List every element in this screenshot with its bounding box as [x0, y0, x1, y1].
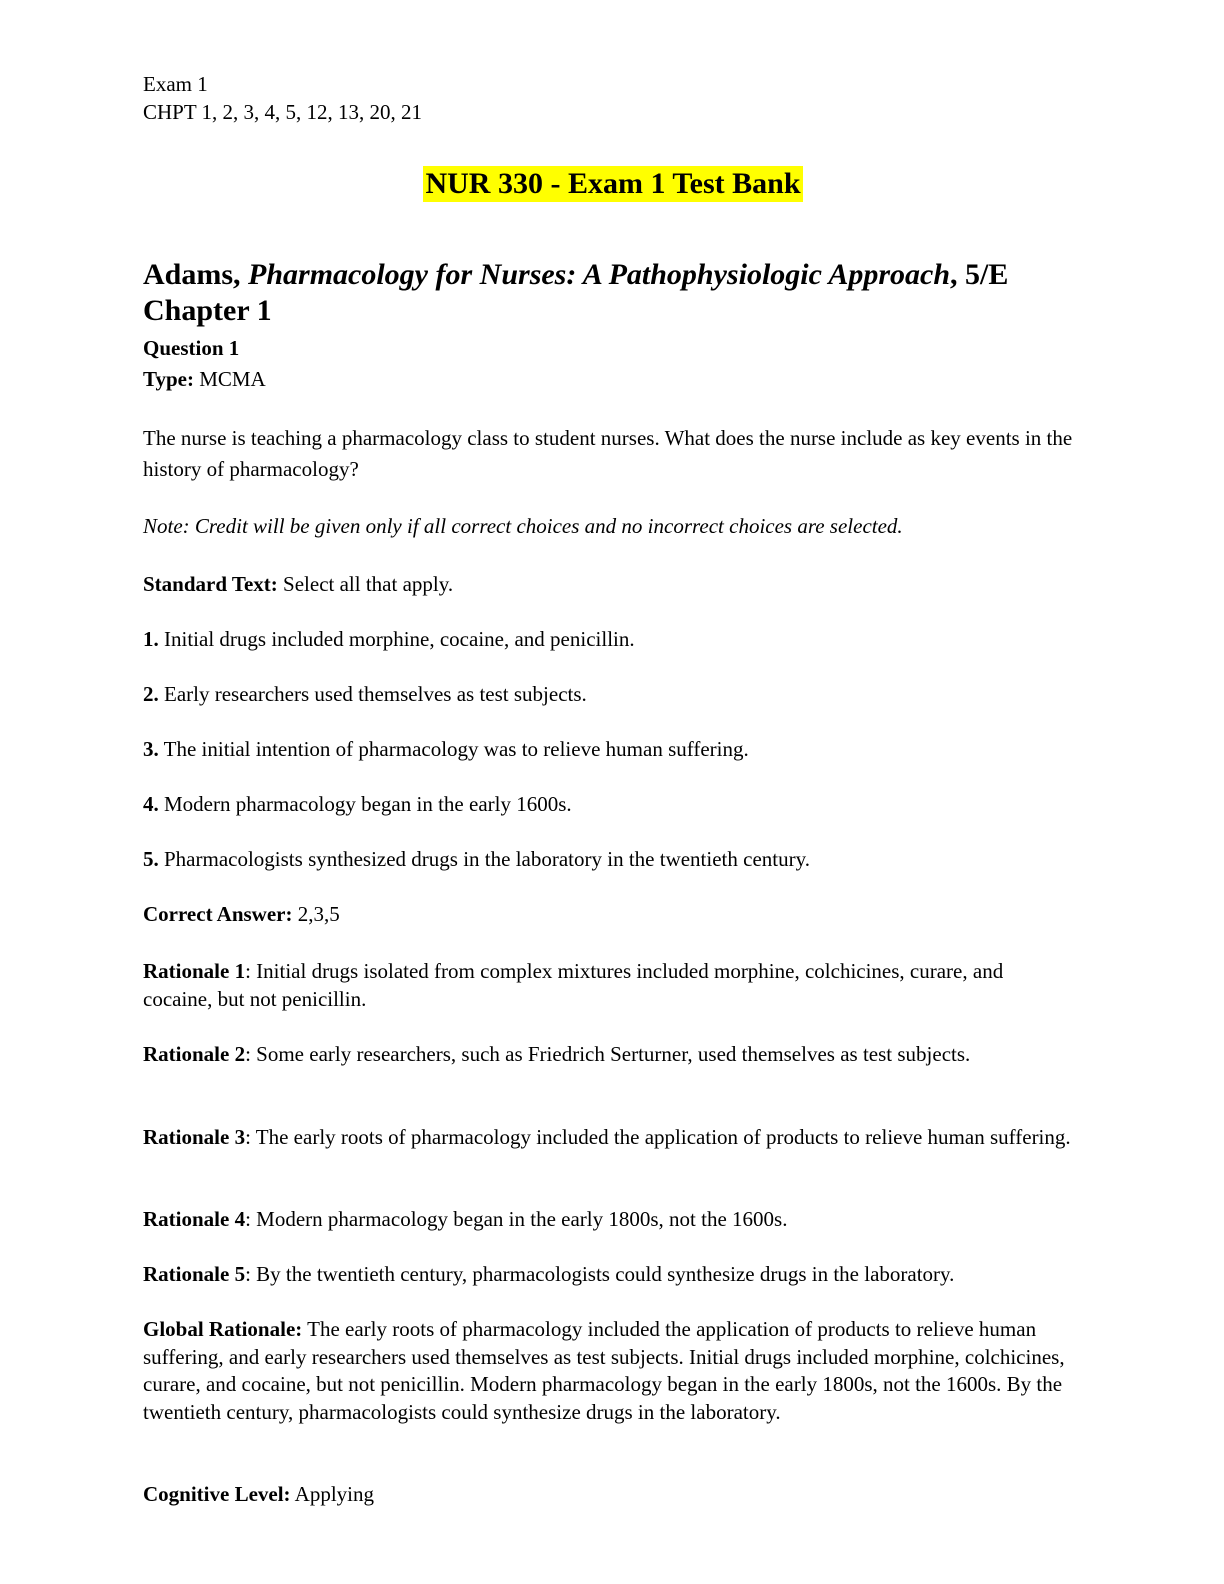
rationale-text: : Some early researchers, such as Friedrich Serturner, used themselves as test subjects.	[245, 1042, 971, 1066]
book-edition: , 5/E	[950, 258, 1009, 291]
book-citation	[143, 257, 1008, 293]
rationale-item	[143, 1041, 1073, 1069]
type-value: MCMA	[199, 367, 266, 391]
rationale-text: : Modern pharmacology began in the early 1800s, not the 1600s.	[245, 1207, 788, 1231]
page-title: NUR 330 - Exam 1 Test Bank	[425, 167, 801, 200]
global-rationale-label: Global Rationale:	[143, 1317, 303, 1341]
title-block	[143, 166, 1083, 202]
option-text: The initial intention of pharmacology was to relieve human suffering.	[163, 737, 749, 761]
rationale-label: Rationale 2	[143, 1042, 246, 1066]
option-item	[143, 847, 810, 872]
rationale-text: : The early roots of pharmacology included the application of products to relieve human suffering.	[245, 1125, 1071, 1149]
option-item	[143, 682, 587, 707]
rationale-item	[143, 1261, 1073, 1289]
book-author: Adams,	[143, 258, 241, 291]
rationale-label: Rationale 5	[143, 1262, 246, 1286]
header-chapters: CHPT 1, 2, 3, 4, 5, 12, 13, 20, 21	[143, 100, 423, 124]
type-label: Type:	[143, 367, 194, 391]
rationale-item	[143, 1206, 1073, 1234]
option-item	[143, 792, 572, 817]
cognitive-value: Applying	[294, 1482, 374, 1506]
document-page	[143, 0, 1083, 1584]
option-text: Initial drugs included morphine, cocaine, and penicillin.	[164, 627, 635, 651]
answer-value: 2,3,5	[297, 902, 340, 926]
correct-answer	[143, 902, 340, 927]
option-item	[143, 737, 749, 762]
option-item	[143, 627, 635, 652]
cognitive-label: Cognitive Level:	[143, 1482, 291, 1506]
rationale-text: : By the twentieth century, pharmacologists could synthesize drugs in the laboratory.	[245, 1262, 955, 1286]
question-stem: The nurse is teaching a pharmacology class to student nurses. What does the nurse include as key events in the history of pharmacology?	[143, 426, 1073, 481]
option-text: Early researchers used themselves as test subjects.	[164, 682, 587, 706]
option-number: 3.	[143, 737, 159, 761]
global-rationale	[143, 1316, 1073, 1426]
standard-label: Standard Text:	[143, 572, 278, 596]
question-heading: Question 1	[143, 336, 240, 360]
rationale-item	[143, 958, 1073, 1013]
rationale-label: Rationale 4	[143, 1207, 246, 1231]
global-rationale-text: The early roots of pharmacology included the application of products to relieve human suffering, and early researchers used themselves as test subjects. Initial drugs included morphine, colchicines, curare, and cocaine, but not penicillin. Modern pharmacology began in the early 1800s, not the 1600s. By the twentieth century, pharmacologists could synthesize drugs in the laboratory.	[143, 1317, 1065, 1424]
option-text: Pharmacologists synthesized drugs in the laboratory in the twentieth century.	[164, 847, 810, 871]
standard-text	[143, 572, 453, 597]
cognitive-level	[143, 1482, 374, 1507]
rationale-item	[143, 1124, 1073, 1152]
credit-note: Note: Credit will be given only if all correct choices and no incorrect choices are selected.	[143, 514, 903, 538]
standard-value: Select all that apply.	[283, 572, 454, 596]
question-type	[143, 367, 266, 392]
option-number: 4.	[143, 792, 159, 816]
option-number: 1.	[143, 627, 159, 651]
rationale-text: : Initial drugs isolated from complex mixtures included morphine, colchicines, curare, and cocaine, but not penicillin.	[143, 959, 1004, 1011]
option-number: 2.	[143, 682, 159, 706]
book-title: Pharmacology for Nurses: A Pathophysiologic Approach	[248, 258, 950, 291]
option-number: 5.	[143, 847, 159, 871]
rationale-label: Rationale 3	[143, 1125, 246, 1149]
option-text: Modern pharmacology began in the early 1600s.	[164, 792, 572, 816]
rationale-label: Rationale 1	[143, 959, 246, 983]
chapter-heading: Chapter 1	[143, 294, 272, 327]
header-exam: Exam 1	[143, 72, 208, 96]
answer-label: Correct Answer:	[143, 902, 293, 926]
